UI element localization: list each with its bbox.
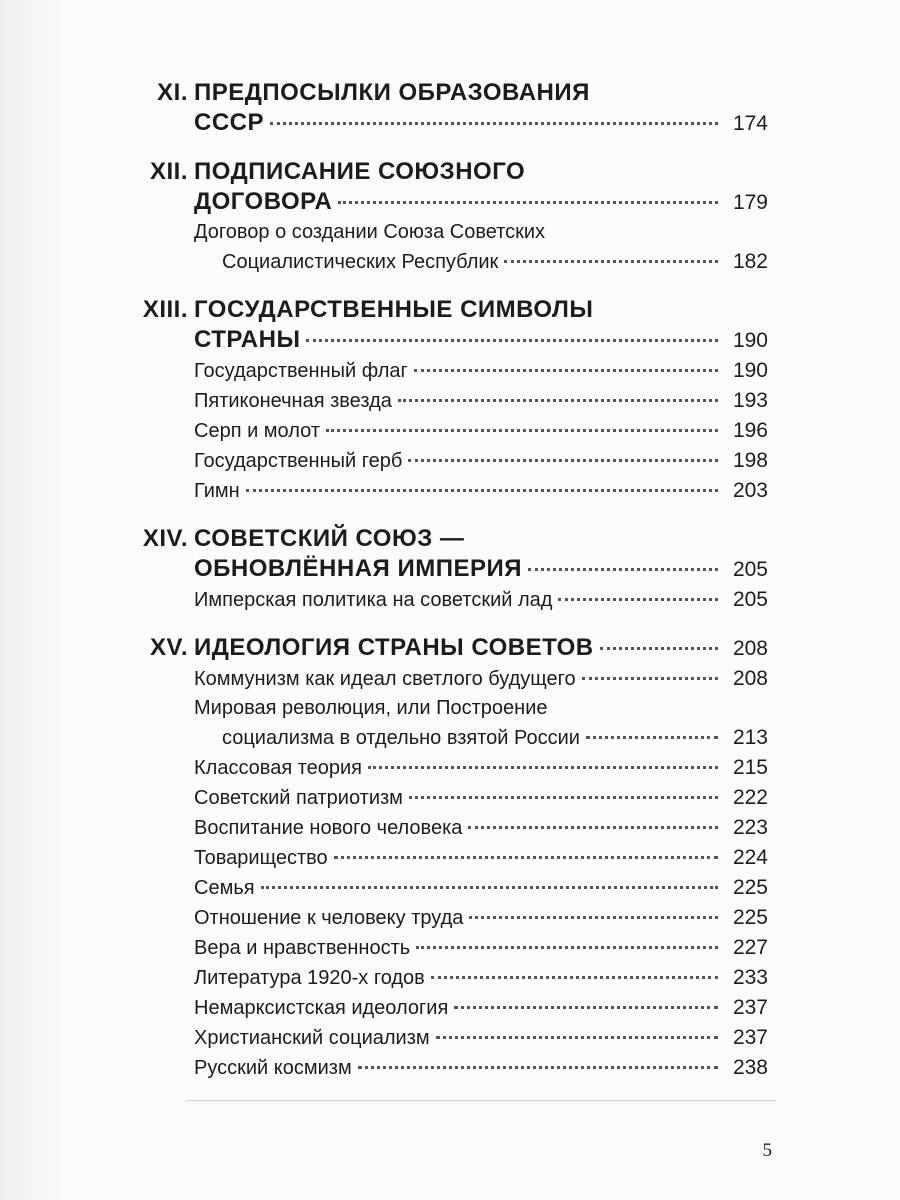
section-title: Немарксистская идеология: [194, 997, 449, 1019]
section-entry: [128, 933, 768, 963]
dot-leader: [246, 489, 718, 492]
chapter-title: СОВЕТСКИЙ СОЮЗ —: [194, 525, 465, 552]
chapter-number: XV.: [150, 634, 188, 661]
dot-leader: [358, 1066, 718, 1069]
dot-leader: [334, 856, 718, 859]
section-entry: [128, 963, 768, 993]
chapter-title: ГОСУДАРСТВЕННЫЕ СИМВОЛЫ: [194, 296, 594, 323]
dot-leader: [261, 886, 718, 889]
section-title: Семья: [194, 877, 255, 899]
chapter-entry: [128, 157, 768, 277]
section-page-number: 213: [732, 726, 768, 749]
chapter-title: ДОГОВОРА: [194, 188, 333, 215]
section-title: Русский космизм: [194, 1057, 352, 1079]
table-of-contents: [128, 78, 768, 1101]
section-title: Мировая революция, или Построение: [194, 697, 548, 719]
section-title: Государственный флаг: [194, 360, 408, 382]
section-entry: [128, 993, 768, 1023]
section-title: Государственный герб: [194, 450, 403, 472]
section-title: Классовая теория: [194, 757, 363, 779]
dot-leader: [306, 339, 718, 342]
section-page-number: 223: [732, 816, 768, 839]
section-page-number: 205: [732, 588, 768, 611]
chapter-page-number: 205: [732, 558, 768, 581]
section-entry: [128, 356, 768, 386]
chapter-title: ИДЕОЛОГИЯ СТРАНЫ СОВЕТОВ: [194, 634, 594, 661]
dot-leader: [468, 826, 718, 829]
section-page-number: 237: [732, 996, 768, 1019]
section-title: Серп и молот: [194, 420, 320, 442]
chapter-entry: [128, 78, 768, 139]
section-page-number: 237: [732, 1026, 768, 1049]
section-title: Социалистических Республик: [222, 251, 499, 273]
dot-leader: [409, 796, 718, 799]
section-page-number: 233: [732, 966, 768, 989]
chapter-number: XIV.: [142, 525, 188, 552]
chapter-entry: [128, 524, 768, 615]
dot-leader: [338, 201, 718, 204]
section-entry: [128, 446, 768, 476]
section-page-number: 225: [732, 906, 768, 929]
section-page-number: 227: [732, 936, 768, 959]
chapter-page-number: 179: [732, 191, 768, 214]
dot-leader: [454, 1006, 718, 1009]
chapter-title: ПРЕДПОСЫЛКИ ОБРАЗОВАНИЯ: [194, 79, 590, 106]
dot-leader: [582, 677, 718, 680]
section-title: Имперская политика на советский лад: [194, 589, 553, 611]
chapter-number: XII.: [149, 158, 188, 185]
section-page-number: 208: [732, 667, 768, 690]
chapter-entry: [128, 633, 768, 1083]
section-page-number: 222: [732, 786, 768, 809]
dot-leader: [326, 429, 718, 432]
section-entry: [128, 783, 768, 813]
section-entry: [128, 218, 768, 277]
chapter-entry: [128, 295, 768, 506]
section-entry: [128, 386, 768, 416]
dot-leader: [504, 260, 718, 263]
dot-leader: [270, 122, 718, 125]
section-title: Товарищество: [194, 847, 328, 869]
dot-leader: [586, 736, 718, 739]
section-title: Договор о создании Союза Советских: [194, 221, 546, 243]
section-entry: [128, 1023, 768, 1053]
section-title: Коммунизм как идеал светлого будущего: [194, 668, 576, 690]
section-entry: [128, 664, 768, 694]
section-title: Христианский социализм: [194, 1027, 430, 1049]
section-page-number: 224: [732, 846, 768, 869]
dot-leader: [528, 568, 718, 571]
section-entry: [128, 843, 768, 873]
section-page-number: 238: [732, 1056, 768, 1079]
section-page-number: 182: [732, 250, 768, 273]
section-page-number: 196: [732, 419, 768, 442]
section-entry: [128, 753, 768, 783]
section-entry: [128, 1053, 768, 1083]
chapter-title: СТРАНЫ: [194, 326, 301, 353]
dot-leader: [558, 598, 718, 601]
bottom-rule: [186, 1100, 776, 1101]
section-page-number: 225: [732, 876, 768, 899]
section-title: социализма в отдельно взятой России: [222, 727, 580, 749]
section-entry: [128, 416, 768, 446]
dot-leader: [398, 399, 718, 402]
dot-leader: [368, 766, 718, 769]
dot-leader: [431, 976, 718, 979]
section-title: Пятиконечная звезда: [194, 390, 392, 412]
chapter-number: XIII.: [142, 296, 188, 323]
dot-leader: [469, 916, 718, 919]
section-title: Воспитание нового человека: [194, 817, 463, 839]
page-number: 5: [762, 1140, 772, 1161]
section-entry: [128, 903, 768, 933]
dot-leader: [436, 1036, 718, 1039]
section-page-number: 198: [732, 449, 768, 472]
chapter-page-number: 174: [732, 112, 768, 135]
chapter-title: ПОДПИСАНИЕ СОЮЗНОГО: [194, 158, 526, 185]
chapter-title: СССР: [194, 109, 265, 136]
section-page-number: 190: [732, 359, 768, 382]
section-title: Гимн: [194, 480, 240, 502]
section-title: Отношение к человеку труда: [194, 907, 464, 929]
section-page-number: 193: [732, 389, 768, 412]
chapter-page-number: 190: [732, 329, 768, 352]
section-page-number: 203: [732, 479, 768, 502]
dot-leader: [600, 647, 718, 650]
chapter-title: ОБНОВЛЁННАЯ ИМПЕРИЯ: [194, 555, 522, 582]
section-entry: [128, 873, 768, 903]
section-entry: [128, 813, 768, 843]
section-entry: [128, 585, 768, 615]
chapter-page-number: 208: [732, 637, 768, 660]
section-entry: [128, 694, 768, 753]
section-entry: [128, 476, 768, 506]
section-title: Литература 1920-х годов: [194, 967, 425, 989]
section-page-number: 215: [732, 756, 768, 779]
dot-leader: [408, 459, 718, 462]
chapter-number: XI.: [157, 79, 188, 106]
dot-leader: [416, 946, 718, 949]
dot-leader: [414, 369, 718, 372]
section-title: Вера и нравственность: [194, 937, 411, 959]
section-title: Советский патриотизм: [194, 787, 403, 809]
